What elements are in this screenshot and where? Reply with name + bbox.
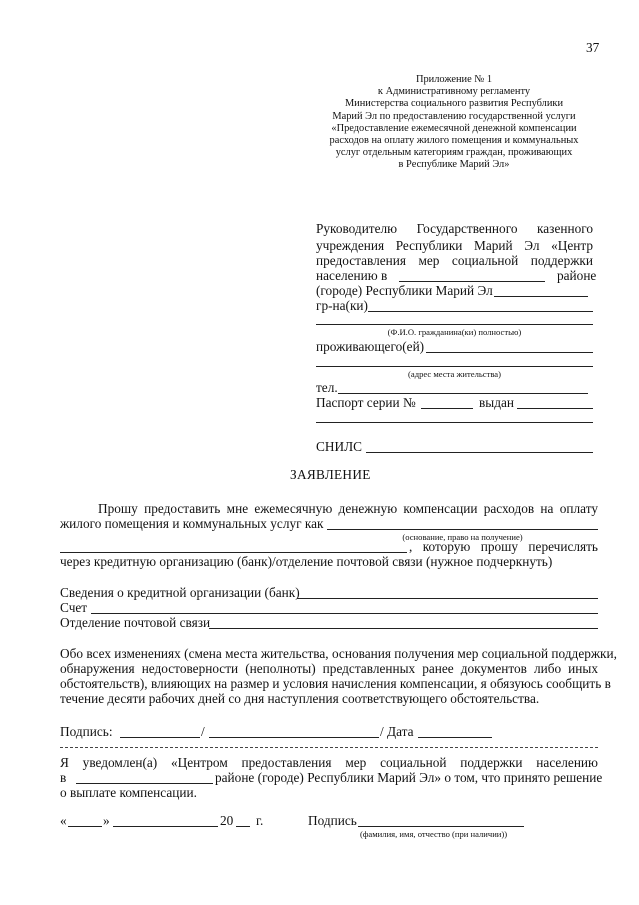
passport-label: Паспорт серии № [316,395,416,410]
footer-signature-label: Подпись [308,813,357,828]
request-line: жилого помещения и коммунальных услуг как [60,516,324,531]
living-label: проживающего(ей) [316,339,425,354]
issued-by-field[interactable] [517,408,593,409]
citizen-name-field-2[interactable] [316,324,593,325]
city-field[interactable] [494,296,588,297]
notification-line: о выплате компенсации. [60,785,197,800]
month-field[interactable] [113,826,218,827]
page-number: 37 [586,40,600,55]
notification-district-field[interactable] [76,783,213,784]
notification-line: районе (городе) Республики Марий Эл» о том, что принято решение [215,770,603,785]
year-field[interactable] [236,826,250,827]
appendix-line: в Республике Марий Эл» [398,159,510,171]
basis-field[interactable] [327,529,598,530]
request-line: Прошу предоставить мне ежемесячную денежную компенсации расходов на оплату [98,501,598,516]
notice-line: течение десяти рабочих дней со дня наступления соответствующего обстоятельства. [60,691,540,706]
cut-line-divider [60,747,598,748]
date-label: / Дата [380,724,414,739]
request-line: , которую прошу перечислять [409,539,598,554]
phone-label: тел. [316,380,338,395]
address-field-2[interactable] [316,366,593,367]
basis-hint: (основание, право на получение) [402,532,523,542]
appendix-line: услуг отдельным категориям граждан, проживающих [335,147,573,159]
snils-field[interactable] [366,452,593,453]
signature-label: Подпись: [60,724,113,739]
year-prefix: 20 [220,813,234,828]
request-line: через кредитную организацию (банк)/отделение почтовой связи (нужное подчеркнуть) [60,554,553,569]
notification-line: в [60,770,67,785]
account-field[interactable] [91,613,598,614]
addressee-line: учреждения Республики Марий Эл «Центр [316,238,593,253]
basis-field-2[interactable] [60,552,407,553]
appendix-line: Приложение № 1 [415,74,493,85]
date-field[interactable] [418,737,492,738]
issued-by-field-2[interactable] [316,422,593,423]
year-suffix: г. [256,813,264,828]
addressee-line: предоставления мер социальной поддержки [316,253,593,268]
address-field[interactable] [426,352,593,353]
citizen-label: гр-на(ки) [316,298,368,313]
appendix-line: расходов на оплату жилого помещения и коммунальных [329,135,579,147]
passport-number-field[interactable] [421,408,473,409]
footer-signature-field[interactable] [358,826,524,827]
bank-label: Сведения о кредитной организации (банк) [60,585,300,600]
issued-label: выдан [479,395,514,410]
bank-field[interactable] [297,598,598,599]
notice-line: Обо всех изменениях (смена места жительства, основания получения мер социальной поддержки, [60,646,617,661]
day-field[interactable] [68,826,102,827]
district-field[interactable] [399,281,545,282]
account-label: Счет [60,600,88,615]
post-office-field[interactable] [209,628,598,629]
appendix-header [316,74,592,172]
name-hint: (фамилия, имя, отчество (при наличии)) [360,829,508,839]
fio-hint: (Ф.И.О. гражданина(ки) полностью) [387,327,522,337]
notice-line: обстоятельств), влияющих на размер и условия начисления компенсации, я обязуюсь сообщить в [60,676,611,691]
snils-label: СНИЛС [316,439,362,454]
notification-line: Я уведомлен(а) «Центром предоставления мер социальной поддержки населению [60,755,598,770]
phone-field[interactable] [338,393,588,394]
date-quote-close: » [103,813,110,828]
appendix-line: «Предоставление ежемесячной денежной компенсации [331,122,577,134]
citizen-name-field[interactable] [368,311,593,312]
signature-name-field[interactable] [209,737,379,738]
addressee-line: районе [557,268,597,283]
appendix-line: к Административному регламенту [377,86,531,98]
address-hint: (адрес места жительства) [408,369,501,379]
document-title: ЗАЯВЛЕНИЕ [290,467,371,482]
appendix-line: Марий Эл по предоставлению государственной услуги [332,110,576,122]
notice-line: обнаружения недостоверности (неполноты) представленных ранее документов либо иных [60,661,598,676]
signature-field[interactable] [120,737,200,738]
date-quote-open: « [60,813,67,828]
addressee-line: (городе) Республики Марий Эл [316,283,493,298]
appendix-line: Министерства социального развития Республики [344,98,564,110]
signature-slash: / [201,724,205,739]
post-office-label: Отделение почтовой связи [60,615,211,630]
addressee-line: населению в [316,268,388,283]
addressee-line: Руководителю Государственного казенного [316,221,593,236]
